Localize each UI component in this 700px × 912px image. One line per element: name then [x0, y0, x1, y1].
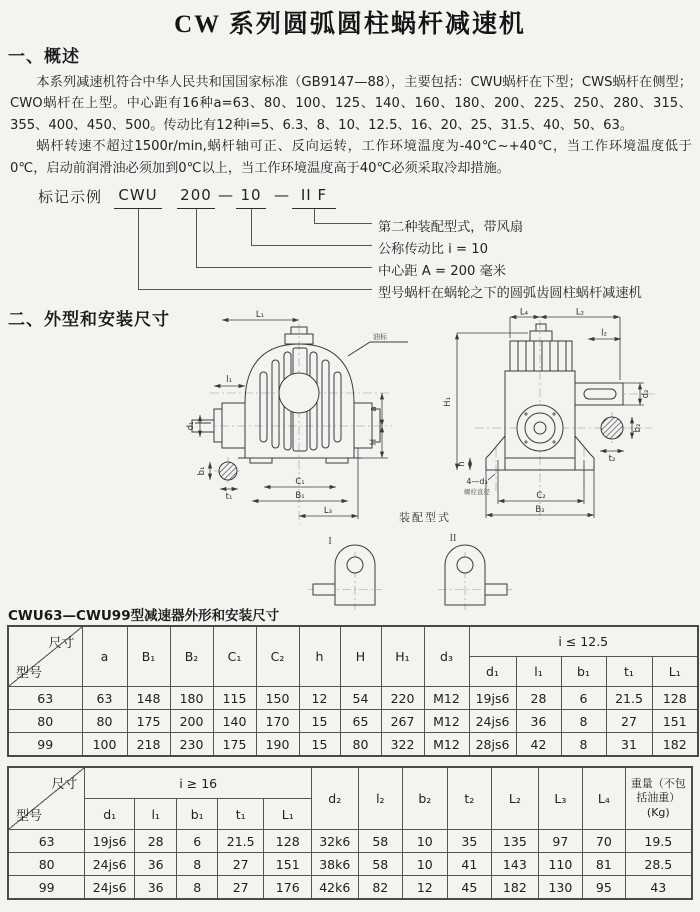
- assembly-figures: [313, 545, 507, 605]
- value-cell: 148: [127, 687, 170, 710]
- value-cell: 65: [340, 710, 381, 733]
- connector-line: [196, 209, 197, 267]
- dim-label-t1: t₁: [225, 492, 233, 502]
- table-row: [8, 876, 692, 900]
- value-cell: 267: [381, 710, 424, 733]
- value-cell: 54: [340, 687, 381, 710]
- marking-dash: —: [274, 186, 290, 204]
- value-cell: 81: [583, 853, 625, 876]
- value-cell: 80: [340, 733, 381, 757]
- shaft-section-2: [601, 417, 623, 439]
- value-cell: 80: [82, 710, 127, 733]
- callout-assembly-type: 第二种装配型式，带风扇: [378, 220, 524, 235]
- dim-label-H1: H₁: [443, 397, 453, 407]
- value-cell: M12: [424, 710, 469, 733]
- value-cell: 12: [299, 687, 340, 710]
- value-cell: 32k6: [312, 830, 359, 853]
- page-title: CW 系列圆弧圆柱蜗杆减速机: [174, 11, 526, 38]
- value-cell: 182: [652, 733, 698, 757]
- connector-line: [138, 209, 139, 289]
- model-cell: 99: [8, 876, 85, 900]
- value-cell: 42k6: [312, 876, 359, 900]
- value-cell: 19.5: [625, 830, 692, 853]
- dim-label-B1: B₁: [295, 491, 305, 501]
- dim-label-C2: C₂: [536, 491, 546, 501]
- centerlines: [186, 320, 658, 610]
- value-cell: 27: [606, 710, 652, 733]
- column-header: C₂: [256, 626, 299, 687]
- value-cell: 19js6: [85, 830, 135, 853]
- table-row: [8, 733, 698, 757]
- marking-code-ratio: 10: [240, 186, 262, 204]
- dim-label-t2: t₂: [608, 454, 616, 464]
- value-cell: 130: [538, 876, 583, 900]
- value-cell: 24js6: [85, 876, 135, 900]
- bolt-count-label: 4—d₃: [466, 477, 488, 486]
- connector-line: [251, 245, 372, 246]
- value-cell: 95: [583, 876, 625, 900]
- value-cell: 8: [561, 733, 606, 757]
- value-cell: 42: [516, 733, 561, 757]
- overview-paragraphs: [10, 72, 692, 179]
- value-cell: 10: [403, 830, 448, 853]
- model-cell: 63: [8, 830, 85, 853]
- value-cell: 220: [381, 687, 424, 710]
- marking-code-assembly: II F: [300, 186, 328, 204]
- corner-header: [8, 626, 82, 687]
- value-cell: 45: [447, 876, 492, 900]
- model-cell: 80: [8, 853, 85, 876]
- sub-column-header: d₁: [469, 657, 516, 687]
- value-cell: 12: [403, 876, 448, 900]
- value-cell: 43: [625, 876, 692, 900]
- value-cell: 70: [583, 830, 625, 853]
- value-cell: 28: [516, 687, 561, 710]
- value-cell: 230: [170, 733, 213, 757]
- marking-label: 标记示例: [38, 188, 103, 206]
- connector-line: [314, 223, 372, 224]
- value-cell: 28.5: [625, 853, 692, 876]
- callout-center-distance: 中心距 A = 200 毫米: [378, 264, 506, 279]
- dim-label-d1: d₁: [186, 421, 196, 431]
- connector-line: [251, 209, 252, 245]
- front-view: [192, 327, 408, 480]
- column-header: h: [299, 626, 340, 687]
- column-header: L₃: [538, 767, 583, 830]
- connector-line: [138, 289, 372, 290]
- dim-label-C1: C₁: [295, 477, 305, 487]
- value-cell: 38k6: [312, 853, 359, 876]
- model-cell: 80: [8, 710, 82, 733]
- value-cell: 36: [516, 710, 561, 733]
- value-cell: 182: [492, 876, 539, 900]
- table-caption: CWU63—CWU99型减速器外形和安装尺寸: [8, 608, 280, 624]
- marking-code-model: CWU: [118, 186, 158, 204]
- value-cell: 35: [447, 830, 492, 853]
- value-cell: 151: [264, 853, 312, 876]
- section-heading-dimensions: 二、外型和安装尺寸: [8, 310, 170, 330]
- dim-label-L2: L₂: [575, 308, 585, 318]
- dim-label-b2: b₂: [633, 423, 643, 433]
- marking-example-diagram: [0, 186, 700, 308]
- dim-label-l1: l₁: [226, 375, 232, 385]
- bolt-diameter-note: 螺栓直径: [464, 488, 490, 496]
- wheel-bore: [279, 373, 319, 413]
- value-cell: 36: [134, 853, 176, 876]
- oil-gauge-label: 油标: [373, 333, 387, 341]
- value-cell: 15: [299, 733, 340, 757]
- value-cell: 8: [177, 853, 217, 876]
- assembly-type2-label: II: [449, 533, 457, 544]
- column-header: b₂: [403, 767, 448, 830]
- sub-column-header: t₁: [217, 799, 264, 830]
- value-cell: 21.5: [606, 687, 652, 710]
- value-cell: 175: [127, 710, 170, 733]
- value-cell: 170: [256, 710, 299, 733]
- dimension-annotations: [186, 308, 651, 547]
- ratio-group-header: i ≤ 12.5: [469, 626, 698, 657]
- sub-column-header: l₁: [516, 657, 561, 687]
- value-cell: 15: [299, 710, 340, 733]
- column-header: B₁: [127, 626, 170, 687]
- value-cell: 28: [134, 830, 176, 853]
- value-cell: 128: [652, 687, 698, 710]
- column-header: d₃: [424, 626, 469, 687]
- dim-label-L1: L₁: [255, 310, 265, 320]
- side-view: [486, 324, 623, 470]
- value-cell: 58: [358, 830, 403, 853]
- value-cell: 143: [492, 853, 539, 876]
- model-cell: 99: [8, 733, 82, 757]
- value-cell: 190: [256, 733, 299, 757]
- value-cell: M12: [424, 687, 469, 710]
- dim-label-h: h: [457, 461, 467, 467]
- value-cell: 21.5: [217, 830, 264, 853]
- value-cell: 200: [170, 710, 213, 733]
- value-cell: 135: [492, 830, 539, 853]
- assembly-section-title: 装配型式: [399, 511, 451, 524]
- column-header: C₁: [213, 626, 256, 687]
- value-cell: 8: [177, 876, 217, 900]
- value-cell: 24js6: [85, 853, 135, 876]
- dim-label-H: H: [369, 438, 379, 446]
- column-header: d₂: [312, 767, 359, 830]
- value-cell: 63: [82, 687, 127, 710]
- corner-label-dimension: 尺寸: [48, 636, 75, 651]
- value-cell: 19js6: [469, 687, 516, 710]
- column-header: H₁: [381, 626, 424, 687]
- value-cell: 140: [213, 710, 256, 733]
- value-cell: 180: [170, 687, 213, 710]
- table-row: [8, 710, 698, 733]
- sub-column-header: l₁: [134, 799, 176, 830]
- value-cell: 41: [447, 853, 492, 876]
- oil-gauge-leader: [348, 342, 408, 356]
- column-header: H: [340, 626, 381, 687]
- column-header: L₂: [492, 767, 539, 830]
- value-cell: 6: [561, 687, 606, 710]
- value-cell: 10: [403, 853, 448, 876]
- value-cell: 27: [217, 876, 264, 900]
- dim-label-b1: b₁: [197, 466, 207, 476]
- sub-column-header: b₁: [177, 799, 217, 830]
- dim-label-a: a: [369, 406, 379, 412]
- shaft-section-1: [219, 462, 237, 480]
- value-cell: 175: [213, 733, 256, 757]
- dim-label-L3: L₃: [323, 506, 333, 516]
- sub-column-header: d₁: [85, 799, 135, 830]
- value-cell: 58: [358, 853, 403, 876]
- table-row: [8, 830, 692, 853]
- column-header: l₂: [358, 767, 403, 830]
- weight-column-header: 重量（不包括油重）(Kg): [625, 767, 692, 830]
- marking-code-center-distance: 200: [180, 186, 212, 204]
- value-cell: 151: [652, 710, 698, 733]
- dim-label-l2: l₂: [601, 328, 607, 339]
- value-cell: 110: [538, 853, 583, 876]
- overview-paragraph-1: 本系列减速机符合中华人民共和国国家标准（GB9147—88），主要包括：CWU蜗杆在下型；CWS蜗杆在侧型；CWO蜗杆在上型。中心距有16种a=63、80、100、125、140、160、180、200、225、250、280、315、355、400、450、500。传动比有12种i=5、6.3、8、10、12.5、16、20、25、31.5、40、50、63。: [10, 75, 692, 133]
- value-cell: M12: [424, 733, 469, 757]
- value-cell: 24js6: [469, 710, 516, 733]
- value-cell: 36: [134, 876, 176, 900]
- callout-model-meaning: 型号蜗杆在蜗轮之下的圆弧齿圆柱蜗杆减速机: [378, 286, 642, 301]
- value-cell: 115: [213, 687, 256, 710]
- model-cell: 63: [8, 687, 82, 710]
- sub-column-header: t₁: [606, 657, 652, 687]
- corner-label-model: 型号: [16, 809, 43, 824]
- value-cell: 218: [127, 733, 170, 757]
- table-row: [8, 687, 698, 710]
- section-heading-overview: 一、概述: [8, 47, 80, 67]
- value-cell: 176: [264, 876, 312, 900]
- callout-ratio: 公称传动比 i = 10: [378, 242, 489, 257]
- value-cell: 6: [177, 830, 217, 853]
- dim-label-d2: d₂: [641, 389, 651, 399]
- value-cell: 82: [358, 876, 403, 900]
- dimension-table-high-ratio: [7, 766, 693, 900]
- value-cell: 150: [256, 687, 299, 710]
- sub-column-header: L₁: [264, 799, 312, 830]
- corner-label-dimension: 尺寸: [51, 777, 78, 792]
- marking-dash: —: [218, 186, 234, 204]
- value-cell: 31: [606, 733, 652, 757]
- column-header: B₂: [170, 626, 213, 687]
- sub-column-header: L₁: [652, 657, 698, 687]
- dim-label-L4: L₄: [519, 308, 529, 318]
- connector-line: [314, 209, 315, 223]
- corner-label-model: 型号: [16, 666, 43, 681]
- value-cell: 100: [82, 733, 127, 757]
- sub-column-header: b₁: [561, 657, 606, 687]
- value-cell: 28js6: [469, 733, 516, 757]
- column-header: a: [82, 626, 127, 687]
- dim-label-B2: B₂: [535, 505, 545, 515]
- value-cell: 27: [217, 853, 264, 876]
- dimension-table-low-ratio: [7, 625, 699, 757]
- technical-drawings: [180, 308, 700, 610]
- value-cell: 8: [561, 710, 606, 733]
- corner-header: [8, 767, 85, 830]
- value-cell: 322: [381, 733, 424, 757]
- connector-line: [196, 267, 372, 268]
- column-header: L₄: [583, 767, 625, 830]
- table-row: [8, 853, 692, 876]
- assembly-type1-label: I: [328, 536, 332, 547]
- value-cell: 128: [264, 830, 312, 853]
- value-cell: 97: [538, 830, 583, 853]
- overview-paragraph-2: 蜗杆转速不超过1500r/min,蜗杆轴可正、反向运转，工作环境温度为-40℃~+40℃，当工作环境温度低于0℃，启动前润滑油必须加到0℃以上，当工作环境温度高于40℃必须采取冷却措施。: [10, 139, 692, 176]
- column-header: t₂: [447, 767, 492, 830]
- ratio-group-header: i ≥ 16: [85, 767, 312, 799]
